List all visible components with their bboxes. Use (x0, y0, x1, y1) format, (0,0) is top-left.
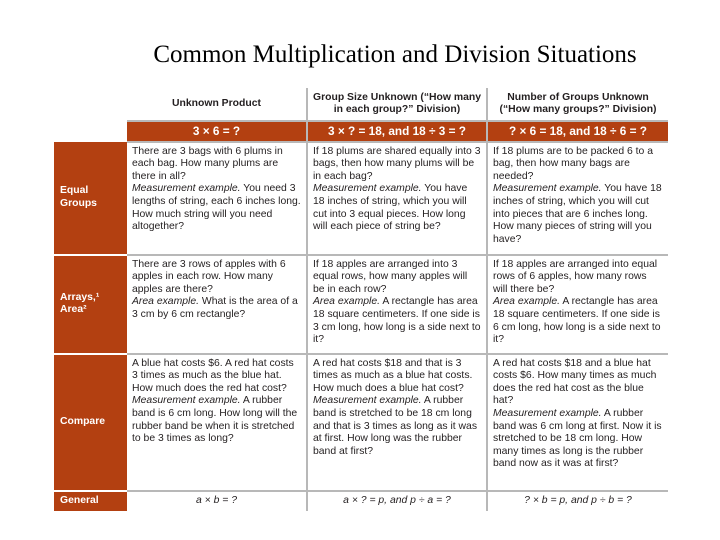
cell-text: A red hat costs $18 and that is 3 times as much as a blue hat costs. How much does a blue hat cost? (313, 357, 473, 394)
column-equation: 3 × ? = 18, and 18 ÷ 3 = ? (307, 121, 487, 142)
cell-text: There are 3 rows of apples with 6 apples in each row. How many apples are there? (132, 258, 286, 295)
example-label: Measurement example. (493, 183, 602, 195)
example-label: Measurement example. (132, 183, 241, 195)
table-cell (127, 142, 307, 255)
example-text: A rubber band is 6 cm long. How long will the rubber band be when it is stretched to be 3 times as long? (132, 395, 298, 445)
cell-text: A red hat costs $18 and a blue hat costs $6. How many times as much does the red hat cost as the blue hat? (493, 357, 657, 407)
row-label: Compare (54, 354, 127, 491)
column-header: Unknown Product (127, 88, 307, 121)
example-text: A rubber band was 6 cm long at first. Now it is stretched to be 18 cm long. How many times as long is the rubber band now as it was at first? (493, 407, 662, 470)
header-row (54, 88, 668, 121)
table-cell (127, 354, 307, 491)
example-text: A rectangle has area 18 square centimeters. If one side is 3 cm long, how long is a side next to it? (313, 296, 481, 346)
example-text: You have 18 inches of string, which you will cut into 3 equal pieces. How long will each piece of string be? (313, 183, 468, 233)
row-label: Arrays,¹ Area² (54, 255, 127, 354)
table-cell (487, 354, 668, 491)
example-label: Area example. (313, 296, 380, 308)
table-cell (307, 255, 487, 354)
equation-row (54, 121, 668, 142)
cell-text: If 18 plums are shared equally into 3 bags, then how many plums will be in each bag? (313, 145, 481, 182)
row-label: General (54, 491, 127, 511)
corner-cell (54, 88, 127, 121)
example-label: Area example. (132, 296, 199, 308)
example-text: What is the area of a 3 cm by 6 cm rectangle? (132, 296, 298, 320)
example-text: You have 18 inches of string, which you will cut into pieces that are 6 inches long. How many pieces of string will you have? (493, 183, 662, 245)
cell-text: There are 3 bags with 6 plums in each bag. How many plums are there in all? (132, 145, 283, 182)
table-cell (307, 354, 487, 491)
cell-text: If 18 apples are arranged into 3 equal rows, how many apples will be in each row? (313, 258, 468, 295)
example-label: Measurement example. (493, 407, 602, 419)
cell-text: If 18 plums are to be packed 6 to a bag, then how many bags are needed? (493, 145, 653, 182)
table-cell (127, 255, 307, 354)
example-text: A rubber band is stretched to be 18 cm long and that is 3 times as long as it was at first. How long was the rubber band at first? (313, 395, 478, 457)
general-formula: ? × b = p, and p ÷ b = ? (524, 494, 632, 506)
row-label: Equal Groups (54, 142, 127, 255)
column-header: Number of Groups Unknown (“How many groups?” Division) (487, 88, 668, 121)
corner-cell (54, 121, 127, 142)
situations-table (54, 88, 668, 511)
column-equation: 3 × 6 = ? (127, 121, 307, 142)
table-row (54, 142, 668, 255)
cell-text: A blue hat costs $6. A red hat costs 3 times as much as the blue hat. How much does the red hat cost? (132, 357, 294, 394)
example-text: A rectangle has area 18 square centimeters. If one side is 6 cm long, how long is a side next to it? (493, 296, 661, 346)
column-header: Group Size Unknown (“How many in each group?” Division) (307, 88, 487, 121)
table-cell (307, 142, 487, 255)
example-text: You need 3 lengths of string, each 6 inches long. How much string will you need altogether? (132, 183, 301, 233)
example-label: Measurement example. (313, 395, 422, 407)
table-cell (487, 142, 668, 255)
general-formula: a × b = ? (127, 491, 307, 511)
cell-text: If 18 apples are arranged into equal rows of 6 apples, how many rows will there be? (493, 258, 658, 295)
slide-title: Common Multiplication and Division Situations (153, 41, 637, 68)
general-row (54, 491, 668, 511)
table-cell (487, 255, 668, 354)
example-label: Area example. (493, 296, 560, 308)
table-row (54, 354, 668, 491)
general-formula: a × ? = p, and p ÷ a = ? (307, 491, 487, 511)
table-row (54, 255, 668, 354)
column-equation: ? × 6 = 18, and 18 ÷ 6 = ? (487, 121, 668, 142)
example-label: Measurement example. (132, 395, 241, 407)
example-label: Measurement example. (313, 183, 422, 195)
